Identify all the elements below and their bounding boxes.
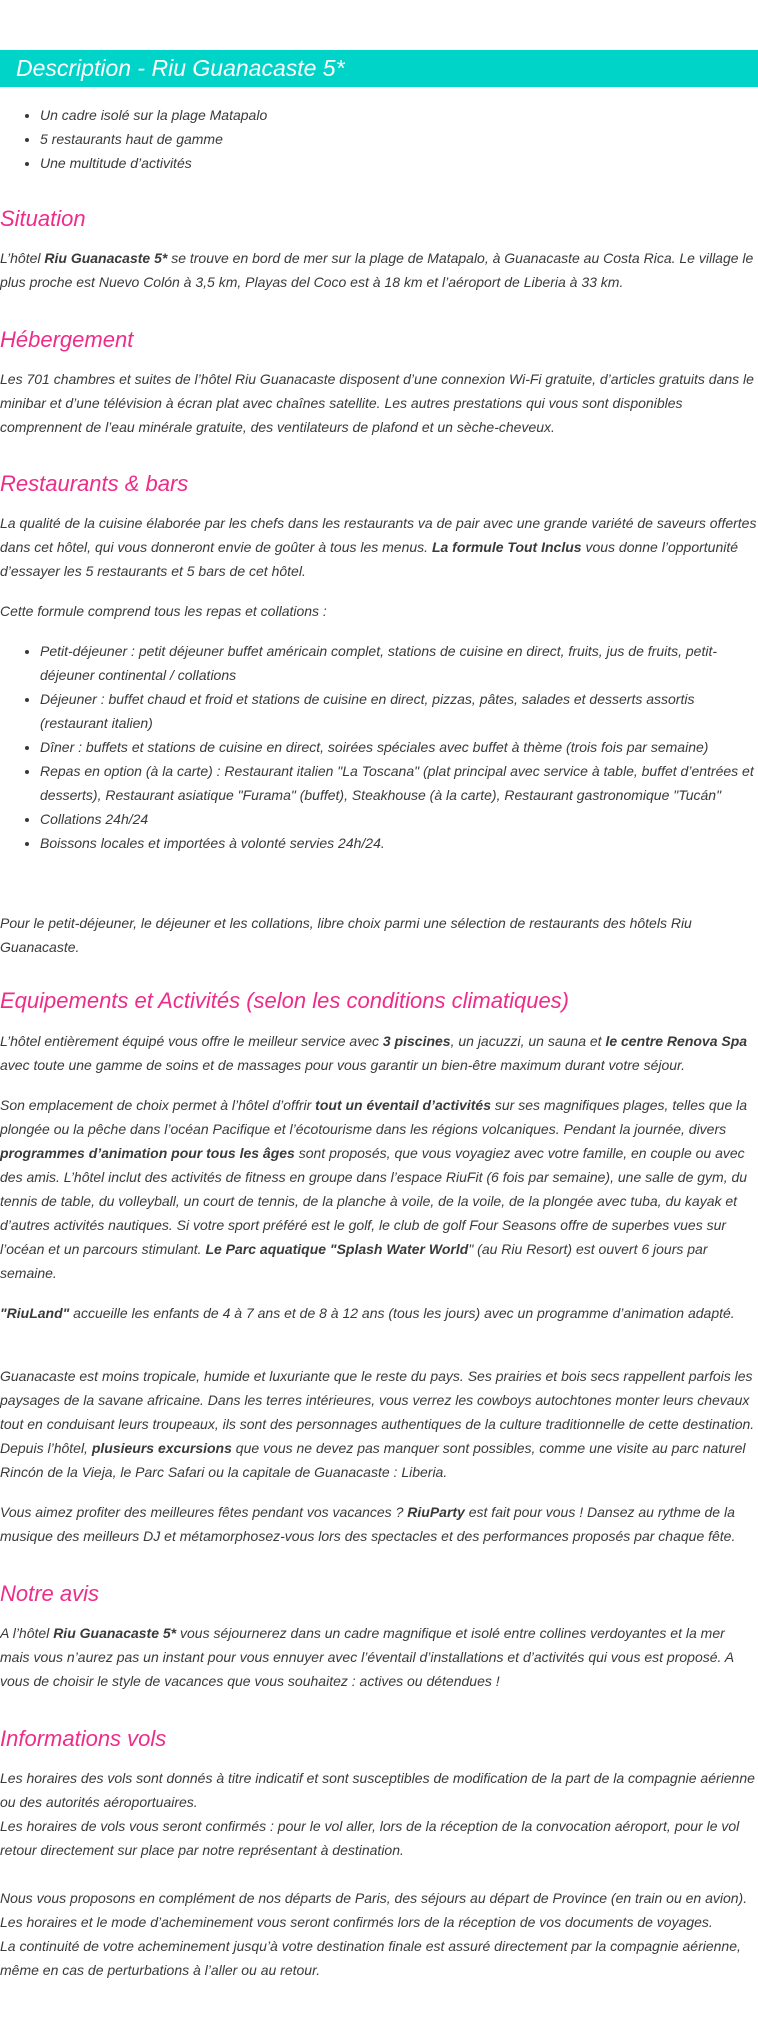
hebergement-section bbox=[0, 326, 758, 354]
list-item: • Une multitude d’activités bbox=[40, 151, 758, 175]
restaurants-choice-paragraph: Pour le petit-déjeuner, le déjeuner et les collations, libre choix parmi une sélection de restaurants des hôtels Riu Guanacaste. bbox=[0, 915, 692, 955]
list-item: • 5 restaurants haut de gamme bbox=[40, 127, 758, 151]
formula-bold: La formule Tout Inclus bbox=[431, 539, 582, 555]
section-heading-hebergement: Hébergement bbox=[0, 327, 134, 352]
list-item: • Collations 24h/24 bbox=[40, 807, 758, 831]
section-heading-vols: Informations vols bbox=[0, 1726, 167, 1751]
equipements-text-5 bbox=[0, 1500, 758, 1548]
vols-line: La continuité de votre acheminement jusqu’à votre destination finale est assuré directement par la compagnie aérienne, même en cas de perturbations à l’aller ou au retour. bbox=[0, 1938, 741, 1978]
restaurants-paragraph: La qualité de la cuisine élaborée par les chefs dans les restaurants va de pair avec une grande variété de saveurs offertes dans cet hôtel, qui vous donneront envie de goûter à tous les menus. La formule Tout Inclus vous donne l’opportunité d’essayer les 5 restaurants et 5 bars de cet hôtel. bbox=[0, 515, 757, 579]
list-item: • Boissons locales et importées à volonté servies 24h/24. bbox=[40, 831, 758, 855]
equipements-paragraph-1: L’hôtel entièrement équipé vous offre le meilleur service avec 3 piscines, un jacuzzi, un sauna et le centre Renova Spa avec toute une gamme de soins et de massages pour vous garantir un bien-être maximum durant votre séjour. bbox=[0, 1033, 748, 1073]
section-heading-avis: Notre avis bbox=[0, 1581, 100, 1606]
meals-block bbox=[0, 639, 758, 855]
description-banner bbox=[0, 50, 758, 87]
formula-intro: Cette formule comprend tous les repas et collations : bbox=[0, 603, 327, 619]
avis-section bbox=[0, 1580, 758, 1608]
section-heading-situation: Situation bbox=[0, 206, 86, 231]
list-item: • Petit-déjeuner : petit déjeuner buffet américain complet, stations de cuisine en direct, fruits, jus de fruits, petit-déjeuner continental / collations bbox=[40, 639, 758, 687]
list-item: • Dîner : buffets et stations de cuisine en direct, soirées spéciales avec buffet à thème (trois fois par semaine) bbox=[40, 735, 758, 759]
equipements-paragraph-2: Son emplacement de choix permet à l’hôtel d’offrir tout un éventail d’activités sur ses magnifiques plages, telles que la plongée ou la pêche dans l’océan Pacifique et l’écotourisme dans les régions volcaniques. Pendant la journée, divers programmes d’animation pour tous les âges sont proposés, que vous voyagiez avec votre famille, en couple ou avec des amis. L’hôtel inclut des activités de fitness en groupe dans l’espace RiuFit (6 fois par semaine), une salle de gym, du tennis de table, du volleyball, un court de tennis, de la planche à voile, de la voile, de la plongée avec tuba, du kayak et d’autres activités nautiques. Si votre sport préféré est le golf, le club de golf Four Seasons offre de superbes vues sur l’océan et un parcours stimulant. Le Parc aquatique "Splash Water World" (au Riu Resort) est ouvert 6 jours par semaine. bbox=[0, 1097, 748, 1281]
vols-section bbox=[0, 1725, 758, 1753]
equipements-text-1 bbox=[0, 1029, 758, 1077]
equipements-section bbox=[0, 987, 758, 1015]
avis-text bbox=[0, 1621, 758, 1693]
equipements-text-2 bbox=[0, 1093, 758, 1285]
list-item: • Un cadre isolé sur la plage Matapalo bbox=[40, 103, 758, 127]
vols-line: Nous vous proposons en complément de nos départs de Paris, des séjours au départ de Province (en train ou en avion). bbox=[0, 1890, 748, 1906]
list-item: • Repas en option (à la carte) : Restaurant italien "La Toscana" (plat principal avec service à table, buffet d’entrées et desserts), Restaurant asiatique "Furama" (buffet), Steakhouse (à la carte), Restaurant gastronomique "Tucán" bbox=[40, 759, 758, 807]
vols-line: Les horaires de vols vous seront confirmés : pour le vol aller, lors de la réception de la convocation aéroport, pour le vol retour directement sur place par notre représentant à destination. bbox=[0, 1818, 740, 1858]
equipements-text-3 bbox=[0, 1301, 758, 1325]
hebergement-paragraph: Les 701 chambres et suites de l’hôtel Riu Guanacaste disposent d’une connexion Wi-Fi gratuite, d’articles gratuits dans le minibar et d’une télévision à écran plat avec chaînes satellite. Les autres prestations qui vous sont disponibles comprennent de l’eau minérale gratuite, des ventilateurs de plafond et un sèche-cheveux. bbox=[0, 371, 754, 435]
vols-text-2 bbox=[0, 1886, 758, 1982]
section-heading-restaurants: Restaurants & bars bbox=[0, 471, 189, 496]
situation-text bbox=[0, 246, 758, 294]
list-item: • Déjeuner : buffet chaud et froid et stations de cuisine en direct, pizzas, pâtes, salades et desserts assortis (restaurant italien) bbox=[40, 687, 758, 735]
vols-text-1 bbox=[0, 1766, 758, 1862]
avis-paragraph: A l’hôtel Riu Guanacaste 5* vous séjournerez dans un cadre magnifique et isolé entre collines verdoyantes et la mer mais vous n’aurez pas un instant pour vous ennuyer avec l’éventail d’installations et d’activités qui vous est proposé. A vous de choisir le style de vacances que vous souhaitez : actives ou détendues ! bbox=[0, 1625, 734, 1689]
section-heading-equipements: Equipements et Activités (selon les conditions climatiques) bbox=[0, 988, 570, 1013]
banner-title: Description - Riu Guanacaste 5* bbox=[16, 55, 345, 81]
vols-line: Les horaires et le mode d’acheminement vous seront confirmés lors de la réception de vos documents de voyages. bbox=[0, 1914, 713, 1930]
restaurants-section bbox=[0, 470, 758, 498]
equipements-text-4 bbox=[0, 1364, 758, 1484]
riuparty-paragraph: Vous aimez profiter des meilleures fêtes pendant vos vacances ? RiuParty est fait pour vous ! Dansez au rythme de la musique des meilleurs DJ et métamorphosez-vous lors des spectacles et des performances proposés par chaque fête. bbox=[0, 1504, 736, 1544]
situation-section bbox=[0, 205, 758, 233]
highlights-block bbox=[0, 103, 758, 175]
hebergement-text bbox=[0, 367, 758, 439]
situation-paragraph: L’hôtel Riu Guanacaste 5* se trouve en bord de mer sur la plage de Matapalo, à Guanacaste au Costa Rica. Le village le plus proche est Nuevo Colón à 3,5 km, Playas del Coco est à 18 km et l’aéroport de Liberia à 33 km. bbox=[0, 250, 754, 290]
restaurants-text bbox=[0, 511, 758, 583]
meals-list bbox=[0, 639, 758, 855]
hotel-name-bold: Riu Guanacaste 5* bbox=[44, 250, 168, 266]
restaurants-intro bbox=[0, 599, 758, 623]
restaurants-outro bbox=[0, 911, 758, 959]
riuland-paragraph: "RiuLand" accueille les enfants de 4 à 7 ans et de 8 à 12 ans (tous les jours) avec un programme d’animation adapté. bbox=[0, 1305, 735, 1321]
highlights-list bbox=[0, 103, 758, 175]
guanacaste-paragraph: Guanacaste est moins tropicale, humide et luxuriante que le reste du pays. Ses prairies et bois secs rappellent parfois les paysages de la savane africaine. Dans les terres intérieures, vous verrez les cowboys autochtones monter leurs chevaux tout en conduisant leurs troupeaux, ils sont des personnages authentiques de la culture traditionnelle de cette destination. Depuis l’hôtel, plusieurs excursions que vous ne devez pas manquer sont possibles, comme une visite au parc naturel Rincón de la Vieja, le Parc Safari ou la capitale de Guanacaste : Liberia. bbox=[0, 1368, 755, 1480]
vols-line: Les horaires des vols sont donnés à titre indicatif et sont susceptibles de modification de la part de la compagnie aérienne ou des autorités aéroportuaires. bbox=[0, 1770, 755, 1810]
